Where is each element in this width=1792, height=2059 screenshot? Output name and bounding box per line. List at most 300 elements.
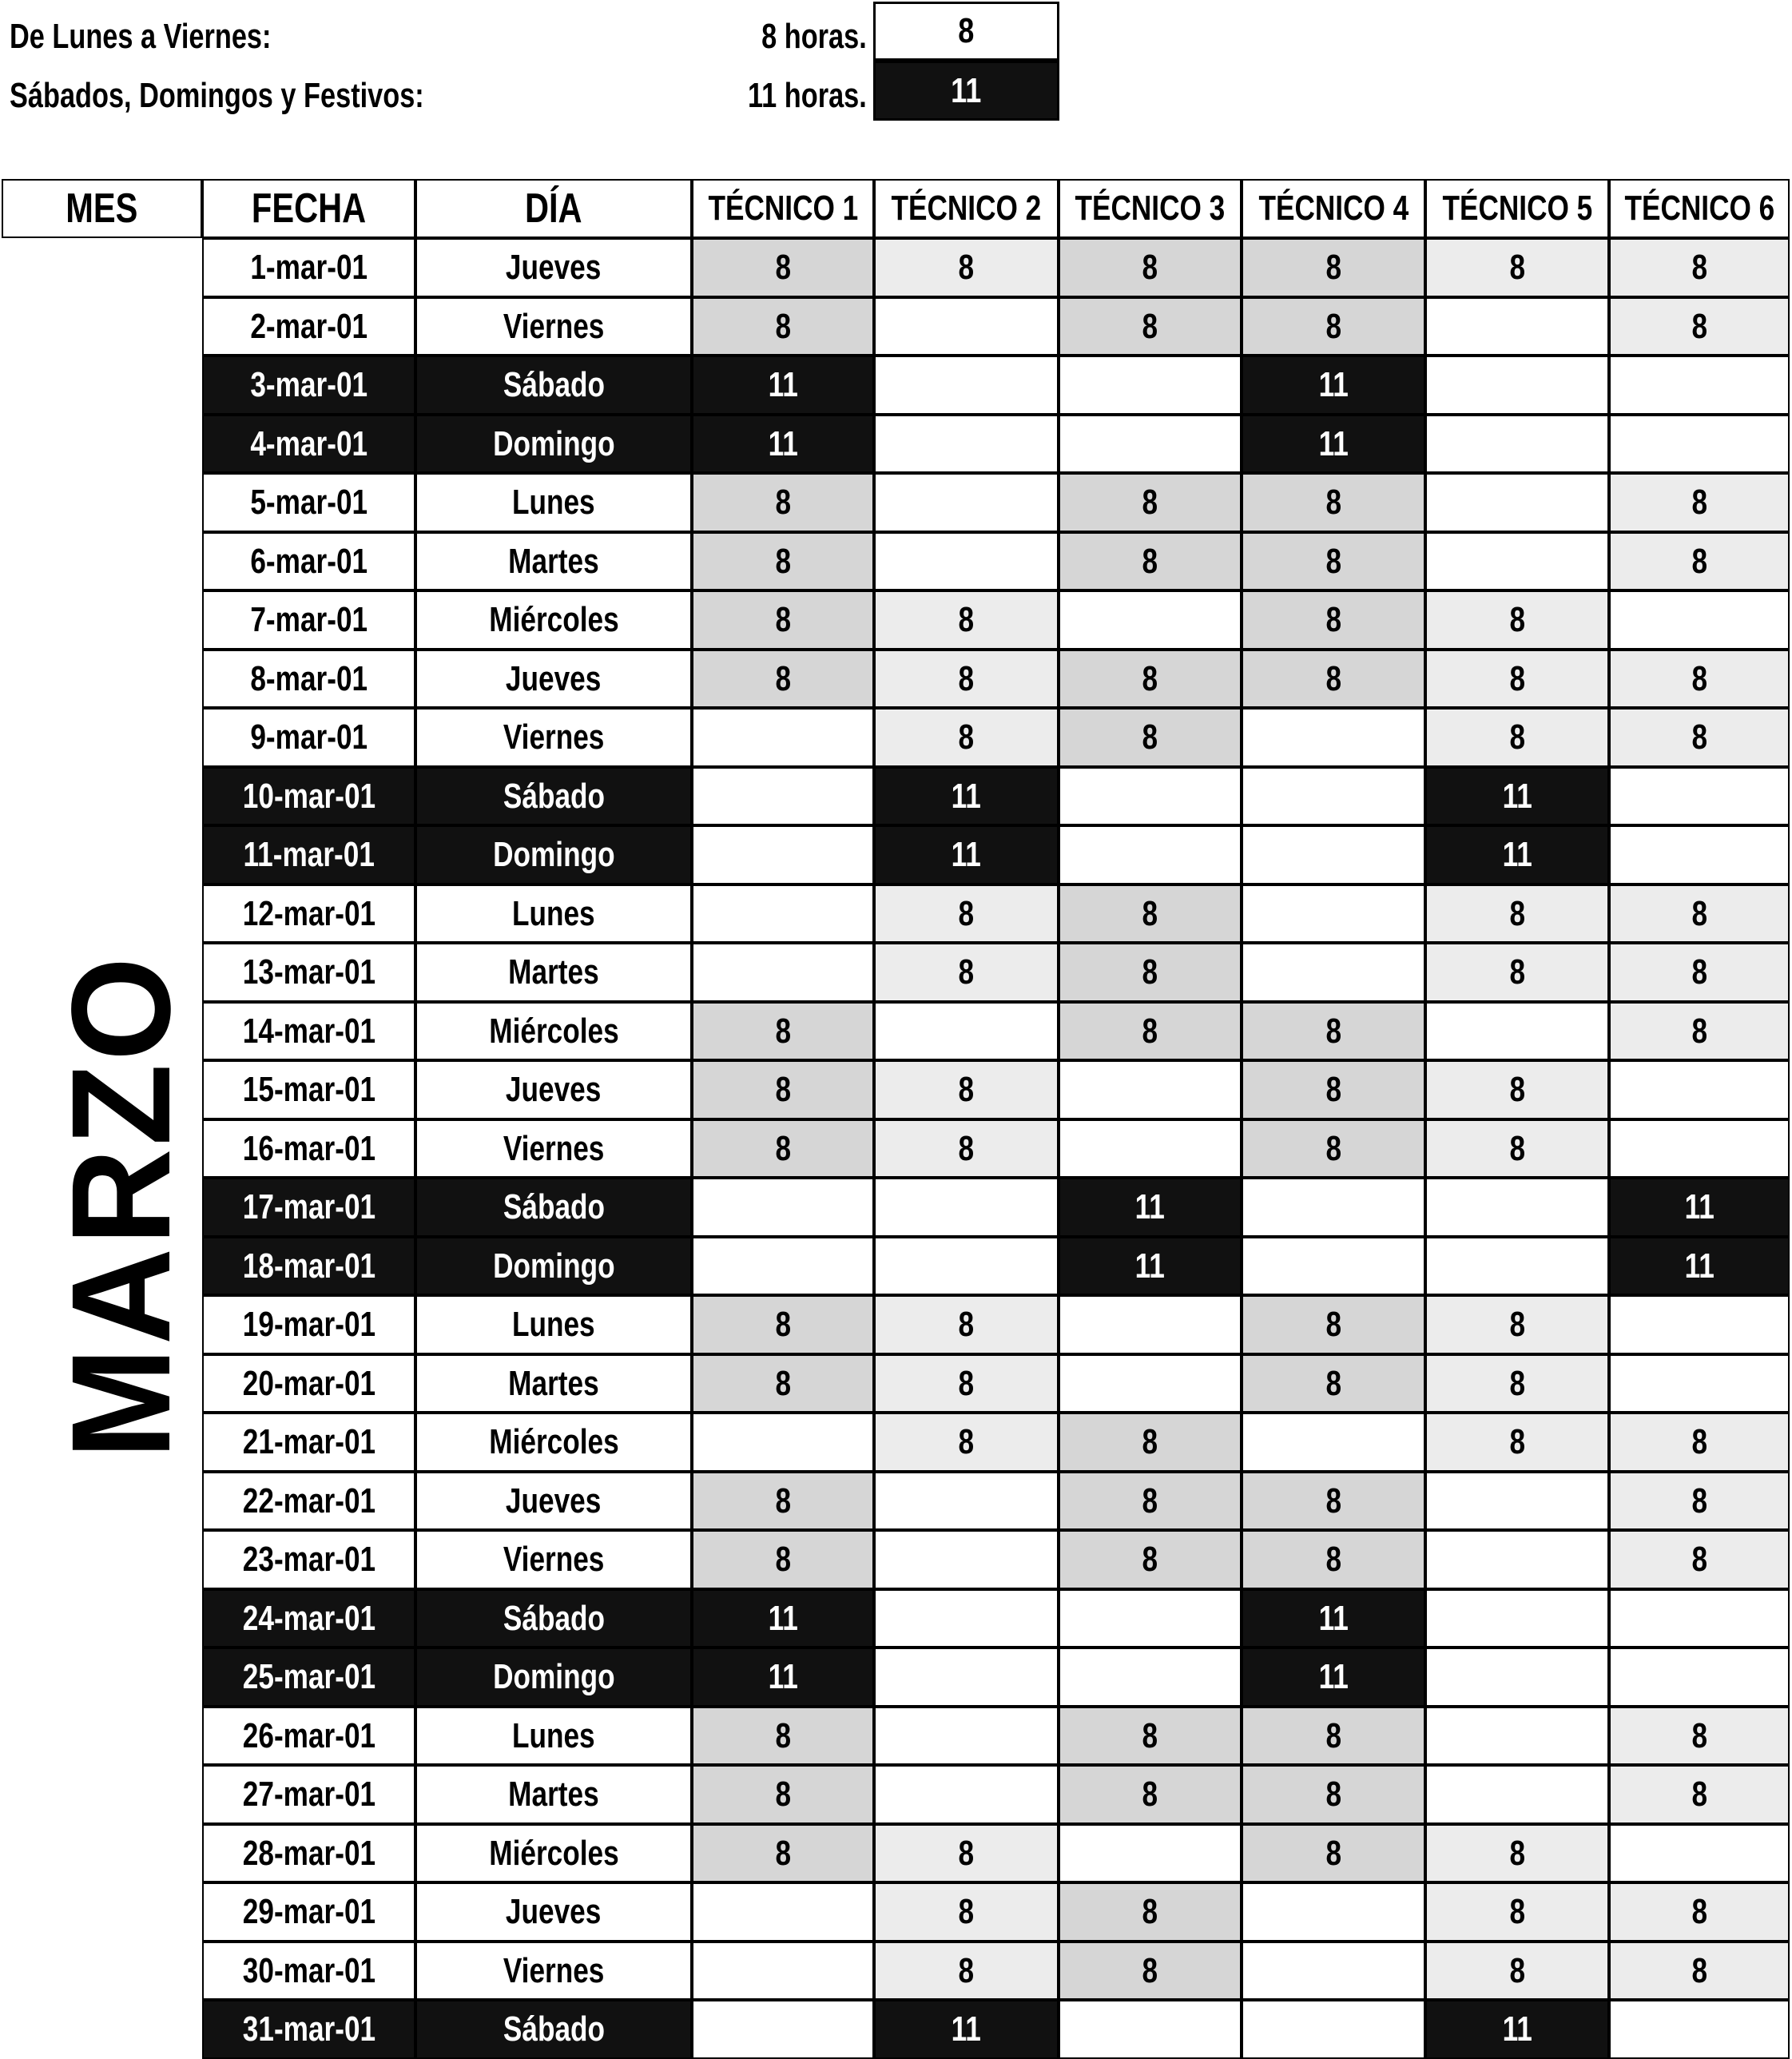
tecnico-6-hours-cell-text: 8 bbox=[1691, 1422, 1707, 1461]
fecha-cell bbox=[202, 1354, 415, 1413]
tecnico-4-hours-cell-text: 8 bbox=[1325, 1833, 1341, 1873]
tecnico-2-hours-cell-text: 8 bbox=[958, 1833, 975, 1873]
fecha-cell-text: 29-mar-01 bbox=[242, 1892, 375, 1931]
tecnico-4-hours-cell-text: 8 bbox=[1325, 306, 1341, 346]
dia-cell-text: Martes bbox=[508, 1363, 599, 1403]
fecha-cell bbox=[202, 1002, 415, 1060]
fecha-cell-text: 23-mar-01 bbox=[242, 1540, 375, 1579]
tecnico-3-hours-cell bbox=[1059, 1942, 1242, 2000]
dia-cell bbox=[415, 1002, 692, 1060]
tecnico-4-hours-cell bbox=[1242, 297, 1425, 356]
weekday-legend-value: 8 bbox=[958, 11, 975, 50]
weekday-legend-box bbox=[873, 2, 1059, 61]
dia-cell bbox=[415, 297, 692, 356]
tecnico-2-hours-cell bbox=[874, 1413, 1059, 1472]
dia-cell bbox=[415, 415, 692, 473]
tecnico-3-hours-cell bbox=[1059, 1178, 1242, 1237]
tecnico-2-hours-cell bbox=[874, 1707, 1059, 1765]
fecha-cell-text: 21-mar-01 bbox=[242, 1422, 375, 1461]
tecnico-3-hours-cell bbox=[1059, 1765, 1242, 1824]
tecnico-2-hours-cell bbox=[874, 590, 1059, 650]
header-dia-text: DÍA bbox=[525, 185, 582, 232]
dia-cell bbox=[415, 1237, 692, 1295]
tecnico-6-hours-cell bbox=[1609, 473, 1790, 532]
tecnico-6-hours-cell bbox=[1609, 356, 1790, 415]
tecnico-6-hours-cell bbox=[1609, 884, 1790, 943]
tecnico-3-hours-cell bbox=[1059, 1002, 1242, 1060]
tecnico-6-hours-cell bbox=[1609, 1354, 1790, 1413]
tecnico-3-hours-cell-text: 8 bbox=[1142, 893, 1158, 933]
fecha-cell bbox=[202, 1119, 415, 1178]
tecnico-5-hours-cell bbox=[1425, 943, 1609, 1002]
tecnico-6-hours-cell-text: 8 bbox=[1691, 1892, 1707, 1931]
tecnico-6-hours-cell bbox=[1609, 650, 1790, 708]
tecnico-6-hours-cell-text: 8 bbox=[1691, 1775, 1707, 1814]
tecnico-3-hours-cell-text: 8 bbox=[1142, 1950, 1158, 1990]
dia-cell bbox=[415, 1882, 692, 1942]
tecnico-4-hours-cell bbox=[1242, 2000, 1425, 2059]
tecnico-5-hours-cell bbox=[1425, 1002, 1609, 1060]
tecnico-1-hours-cell bbox=[692, 473, 874, 532]
tecnico-6-hours-cell bbox=[1609, 1765, 1790, 1824]
tecnico-4-hours-cell-text: 8 bbox=[1325, 1481, 1341, 1520]
tecnico-3-hours-cell bbox=[1059, 650, 1242, 708]
dia-cell-text: Domingo bbox=[492, 835, 615, 874]
dia-cell bbox=[415, 884, 692, 943]
dia-cell-text: Jueves bbox=[506, 1070, 602, 1109]
weekend-legend-box bbox=[873, 61, 1059, 121]
dia-cell-text: Miércoles bbox=[488, 1422, 619, 1461]
tecnico-2-hours-cell-text: 8 bbox=[958, 893, 975, 933]
tecnico-6-hours-cell-text: 8 bbox=[1691, 952, 1707, 992]
tecnico-5-hours-cell bbox=[1425, 1472, 1609, 1530]
tecnico-5-hours-cell bbox=[1425, 1589, 1609, 1648]
tecnico-4-hours-cell bbox=[1242, 1413, 1425, 1472]
fecha-cell-text: 27-mar-01 bbox=[242, 1775, 375, 1814]
tecnico-1-hours-cell bbox=[692, 1413, 874, 1472]
weekend-legend-value: 11 bbox=[951, 70, 982, 110]
month-label: MARZO bbox=[43, 954, 200, 1459]
tecnico-3-hours-cell bbox=[1059, 943, 1242, 1002]
tecnico-4-hours-cell bbox=[1242, 1178, 1425, 1237]
tecnico-5-hours-cell-text: 8 bbox=[1509, 893, 1525, 933]
tecnico-3-hours-cell bbox=[1059, 825, 1242, 884]
fecha-cell bbox=[202, 1413, 415, 1472]
tecnico-4-hours-cell bbox=[1242, 1002, 1425, 1060]
dia-cell-text: Martes bbox=[508, 541, 599, 581]
fecha-cell bbox=[202, 1942, 415, 2000]
fecha-cell-text: 2-mar-01 bbox=[250, 306, 368, 346]
tecnico-6-hours-cell-text: 8 bbox=[1691, 541, 1707, 581]
fecha-cell-text: 1-mar-01 bbox=[250, 248, 368, 287]
dia-cell-text: Martes bbox=[508, 1775, 599, 1814]
tecnico-1-hours-cell-text: 8 bbox=[775, 1128, 791, 1168]
tecnico-2-hours-cell bbox=[874, 238, 1059, 297]
tecnico-5-hours-cell bbox=[1425, 2000, 1609, 2059]
tecnico-1-hours-cell-text: 8 bbox=[775, 1070, 791, 1109]
fecha-cell-text: 30-mar-01 bbox=[242, 1950, 375, 1990]
tecnico-2-hours-cell bbox=[874, 356, 1059, 415]
header-tecnico-4-text: TÉCNICO 4 bbox=[1258, 189, 1409, 228]
fecha-cell-text: 8-mar-01 bbox=[250, 658, 368, 698]
tecnico-5-hours-cell-text: 8 bbox=[1509, 1833, 1525, 1873]
tecnico-6-hours-cell bbox=[1609, 1472, 1790, 1530]
fecha-cell bbox=[202, 473, 415, 532]
tecnico-3-hours-cell-text: 11 bbox=[1134, 1246, 1166, 1286]
tecnico-3-hours-cell-text: 8 bbox=[1142, 658, 1158, 698]
weekend-legend-label: Sábados, Domingos y Festivos: bbox=[10, 76, 424, 115]
tecnico-4-hours-cell-text: 8 bbox=[1325, 1363, 1341, 1403]
tecnico-3-hours-cell bbox=[1059, 415, 1242, 473]
tecnico-3-hours-cell-text: 8 bbox=[1142, 1775, 1158, 1814]
tecnico-4-hours-cell-text: 8 bbox=[1325, 1070, 1341, 1109]
tecnico-2-hours-cell bbox=[874, 473, 1059, 532]
fecha-cell-text: 26-mar-01 bbox=[242, 1715, 375, 1755]
dia-cell-text: Jueves bbox=[506, 248, 602, 287]
fecha-cell bbox=[202, 1765, 415, 1824]
tecnico-1-hours-cell-text: 8 bbox=[775, 1481, 791, 1520]
tecnico-2-hours-cell bbox=[874, 1060, 1059, 1119]
tecnico-4-hours-cell bbox=[1242, 884, 1425, 943]
tecnico-5-hours-cell bbox=[1425, 1942, 1609, 2000]
fecha-cell bbox=[202, 708, 415, 767]
fecha-cell bbox=[202, 1589, 415, 1648]
fecha-cell bbox=[202, 650, 415, 708]
tecnico-1-hours-cell-text: 8 bbox=[775, 1715, 791, 1755]
tecnico-1-hours-cell bbox=[692, 356, 874, 415]
tecnico-4-hours-cell bbox=[1242, 1472, 1425, 1530]
header-tecnico-4 bbox=[1242, 179, 1425, 238]
dia-cell bbox=[415, 1824, 692, 1882]
tecnico-2-hours-cell bbox=[874, 1178, 1059, 1237]
tecnico-6-hours-cell bbox=[1609, 1648, 1790, 1707]
tecnico-4-hours-cell bbox=[1242, 708, 1425, 767]
tecnico-4-hours-cell-text: 11 bbox=[1318, 1598, 1349, 1638]
tecnico-2-hours-cell-text: 8 bbox=[958, 1892, 975, 1931]
fecha-cell bbox=[202, 297, 415, 356]
tecnico-6-hours-cell bbox=[1609, 1002, 1790, 1060]
fecha-cell-text: 17-mar-01 bbox=[242, 1187, 375, 1226]
tecnico-4-hours-cell-text: 8 bbox=[1325, 248, 1341, 287]
tecnico-1-hours-cell bbox=[692, 532, 874, 590]
tecnico-5-hours-cell bbox=[1425, 532, 1609, 590]
tecnico-1-hours-cell bbox=[692, 238, 874, 297]
tecnico-1-hours-cell-text: 11 bbox=[768, 1598, 798, 1638]
fecha-cell-text: 22-mar-01 bbox=[242, 1481, 375, 1520]
tecnico-5-hours-cell-text: 8 bbox=[1509, 658, 1525, 698]
dia-cell-text: Viernes bbox=[503, 306, 605, 346]
tecnico-2-hours-cell bbox=[874, 943, 1059, 1002]
dia-cell-text: Martes bbox=[508, 952, 599, 992]
tecnico-3-hours-cell bbox=[1059, 1060, 1242, 1119]
tecnico-3-hours-cell-text: 8 bbox=[1142, 1011, 1158, 1051]
tecnico-4-hours-cell-text: 11 bbox=[1318, 365, 1349, 404]
dia-cell-text: Domingo bbox=[492, 1657, 615, 1696]
tecnico-3-hours-cell bbox=[1059, 1472, 1242, 1530]
tecnico-6-hours-cell bbox=[1609, 1060, 1790, 1119]
tecnico-6-hours-cell bbox=[1609, 1413, 1790, 1472]
header-tecnico-1 bbox=[692, 179, 874, 238]
tecnico-1-hours-cell bbox=[692, 825, 874, 884]
dia-cell bbox=[415, 943, 692, 1002]
tecnico-6-hours-cell bbox=[1609, 1824, 1790, 1882]
tecnico-5-hours-cell bbox=[1425, 415, 1609, 473]
fecha-cell bbox=[202, 1295, 415, 1354]
tecnico-2-hours-cell-text: 11 bbox=[951, 835, 982, 874]
tecnico-1-hours-cell-text: 8 bbox=[775, 658, 791, 698]
tecnico-2-hours-cell bbox=[874, 2000, 1059, 2059]
dia-cell bbox=[415, 1530, 692, 1589]
dia-cell-text: Miércoles bbox=[488, 600, 619, 639]
dia-cell-text: Jueves bbox=[506, 1481, 602, 1520]
tecnico-4-hours-cell bbox=[1242, 238, 1425, 297]
tecnico-2-hours-cell-text: 8 bbox=[958, 1422, 975, 1461]
tecnico-3-hours-cell bbox=[1059, 708, 1242, 767]
tecnico-1-hours-cell bbox=[692, 1942, 874, 2000]
tecnico-3-hours-cell bbox=[1059, 1648, 1242, 1707]
fecha-cell bbox=[202, 238, 415, 297]
tecnico-5-hours-cell bbox=[1425, 473, 1609, 532]
tecnico-1-hours-cell-text: 8 bbox=[775, 1011, 791, 1051]
tecnico-2-hours-cell bbox=[874, 1472, 1059, 1530]
dia-cell-text: Viernes bbox=[503, 717, 605, 757]
tecnico-5-hours-cell bbox=[1425, 825, 1609, 884]
tecnico-2-hours-cell-text: 8 bbox=[958, 1128, 975, 1168]
dia-cell bbox=[415, 238, 692, 297]
tecnico-6-hours-cell bbox=[1609, 297, 1790, 356]
weekday-hours-text: 8 horas. bbox=[761, 17, 867, 56]
tecnico-6-hours-cell bbox=[1609, 1530, 1790, 1589]
tecnico-3-hours-cell bbox=[1059, 1354, 1242, 1413]
header-tecnico-2 bbox=[874, 179, 1059, 238]
fecha-cell-text: 12-mar-01 bbox=[242, 893, 375, 933]
fecha-cell-text: 16-mar-01 bbox=[242, 1128, 375, 1168]
tecnico-4-hours-cell bbox=[1242, 650, 1425, 708]
tecnico-5-hours-cell-text: 8 bbox=[1509, 1950, 1525, 1990]
tecnico-5-hours-cell-text: 8 bbox=[1509, 600, 1525, 639]
tecnico-2-hours-cell bbox=[874, 650, 1059, 708]
tecnico-1-hours-cell-text: 8 bbox=[775, 541, 791, 581]
tecnico-4-hours-cell bbox=[1242, 825, 1425, 884]
dia-cell-text: Sábado bbox=[503, 365, 605, 404]
tecnico-6-hours-cell-text: 8 bbox=[1691, 248, 1707, 287]
tecnico-5-hours-cell-text: 8 bbox=[1509, 1363, 1525, 1403]
tecnico-4-hours-cell bbox=[1242, 1530, 1425, 1589]
fecha-cell-text: 5-mar-01 bbox=[250, 483, 368, 522]
tecnico-3-hours-cell-text: 8 bbox=[1142, 306, 1158, 346]
tecnico-5-hours-cell bbox=[1425, 238, 1609, 297]
tecnico-6-hours-cell bbox=[1609, 825, 1790, 884]
fecha-cell-text: 3-mar-01 bbox=[250, 365, 368, 404]
tecnico-3-hours-cell-text: 8 bbox=[1142, 1481, 1158, 1520]
tecnico-6-hours-cell-text: 11 bbox=[1684, 1187, 1715, 1226]
fecha-cell-text: 10-mar-01 bbox=[242, 776, 375, 816]
tecnico-1-hours-cell bbox=[692, 1060, 874, 1119]
tecnico-4-hours-cell-text: 8 bbox=[1325, 541, 1341, 581]
tecnico-5-hours-cell bbox=[1425, 1882, 1609, 1942]
tecnico-3-hours-cell-text: 8 bbox=[1142, 952, 1158, 992]
tecnico-6-hours-cell bbox=[1609, 943, 1790, 1002]
tecnico-2-hours-cell-text: 8 bbox=[958, 1363, 975, 1403]
fecha-cell bbox=[202, 825, 415, 884]
dia-cell-text: Sábado bbox=[503, 1187, 605, 1226]
tecnico-6-hours-cell bbox=[1609, 1178, 1790, 1237]
tecnico-1-hours-cell bbox=[692, 1178, 874, 1237]
tecnico-6-hours-cell-text: 11 bbox=[1684, 1246, 1715, 1286]
tecnico-1-hours-cell-text: 8 bbox=[775, 1363, 791, 1403]
fecha-cell bbox=[202, 1707, 415, 1765]
fecha-cell-text: 11-mar-01 bbox=[243, 835, 375, 874]
tecnico-6-hours-cell-text: 8 bbox=[1691, 1950, 1707, 1990]
tecnico-3-hours-cell-text: 8 bbox=[1142, 248, 1158, 287]
tecnico-6-hours-cell-text: 8 bbox=[1691, 1011, 1707, 1051]
tecnico-2-hours-cell bbox=[874, 1824, 1059, 1882]
tecnico-2-hours-cell bbox=[874, 1295, 1059, 1354]
fecha-cell bbox=[202, 356, 415, 415]
tecnico-3-hours-cell bbox=[1059, 884, 1242, 943]
tecnico-1-hours-cell-text: 8 bbox=[775, 600, 791, 639]
tecnico-4-hours-cell-text: 8 bbox=[1325, 483, 1341, 522]
header-tecnico-2-text: TÉCNICO 2 bbox=[891, 189, 1042, 228]
fecha-cell-text: 6-mar-01 bbox=[250, 541, 368, 581]
tecnico-5-hours-cell bbox=[1425, 356, 1609, 415]
fecha-cell-text: 31-mar-01 bbox=[242, 2009, 375, 2049]
tecnico-4-hours-cell bbox=[1242, 1354, 1425, 1413]
tecnico-4-hours-cell bbox=[1242, 1765, 1425, 1824]
tecnico-5-hours-cell-text: 8 bbox=[1509, 952, 1525, 992]
fecha-cell bbox=[202, 2000, 415, 2059]
tecnico-6-hours-cell-text: 8 bbox=[1691, 1481, 1707, 1520]
fecha-cell bbox=[202, 1237, 415, 1295]
header-tecnico-5 bbox=[1425, 179, 1609, 238]
fecha-cell-text: 24-mar-01 bbox=[242, 1598, 375, 1638]
header-tecnico-6-text: TÉCNICO 6 bbox=[1624, 189, 1774, 228]
tecnico-4-hours-cell bbox=[1242, 356, 1425, 415]
tecnico-3-hours-cell-text: 8 bbox=[1142, 541, 1158, 581]
fecha-cell bbox=[202, 415, 415, 473]
dia-cell-text: Sábado bbox=[503, 2009, 605, 2049]
tecnico-6-hours-cell-text: 8 bbox=[1691, 483, 1707, 522]
tecnico-1-hours-cell bbox=[692, 590, 874, 650]
header-mes bbox=[2, 179, 202, 238]
dia-cell-text: Viernes bbox=[503, 1128, 605, 1168]
tecnico-2-hours-cell-text: 8 bbox=[958, 1305, 975, 1344]
tecnico-6-hours-cell bbox=[1609, 590, 1790, 650]
tecnico-1-hours-cell-text: 8 bbox=[775, 248, 791, 287]
tecnico-5-hours-cell bbox=[1425, 1530, 1609, 1589]
fecha-cell-text: 14-mar-01 bbox=[242, 1011, 375, 1051]
dia-cell-text: Miércoles bbox=[488, 1833, 619, 1873]
tecnico-4-hours-cell bbox=[1242, 532, 1425, 590]
tecnico-4-hours-cell bbox=[1242, 1237, 1425, 1295]
tecnico-1-hours-cell bbox=[692, 1472, 874, 1530]
tecnico-3-hours-cell bbox=[1059, 2000, 1242, 2059]
tecnico-6-hours-cell bbox=[1609, 415, 1790, 473]
tecnico-3-hours-cell-text: 8 bbox=[1142, 1892, 1158, 1931]
tecnico-5-hours-cell bbox=[1425, 1119, 1609, 1178]
tecnico-4-hours-cell bbox=[1242, 1882, 1425, 1942]
tecnico-3-hours-cell-text: 8 bbox=[1142, 1715, 1158, 1755]
fecha-cell-text: 13-mar-01 bbox=[242, 952, 375, 992]
tecnico-4-hours-cell-text: 8 bbox=[1325, 1775, 1341, 1814]
tecnico-2-hours-cell bbox=[874, 1354, 1059, 1413]
tecnico-5-hours-cell bbox=[1425, 1295, 1609, 1354]
tecnico-1-hours-cell bbox=[692, 1589, 874, 1648]
tecnico-2-hours-cell bbox=[874, 1942, 1059, 2000]
tecnico-4-hours-cell bbox=[1242, 1824, 1425, 1882]
tecnico-2-hours-cell bbox=[874, 1237, 1059, 1295]
tecnico-4-hours-cell-text: 8 bbox=[1325, 1540, 1341, 1579]
tecnico-4-hours-cell-text: 11 bbox=[1318, 1657, 1349, 1696]
tecnico-2-hours-cell bbox=[874, 1119, 1059, 1178]
dia-cell bbox=[415, 356, 692, 415]
tecnico-4-hours-cell bbox=[1242, 415, 1425, 473]
tecnico-1-hours-cell bbox=[692, 1765, 874, 1824]
tecnico-5-hours-cell bbox=[1425, 590, 1609, 650]
fecha-cell bbox=[202, 1824, 415, 1882]
tecnico-6-hours-cell bbox=[1609, 767, 1790, 825]
tecnico-3-hours-cell bbox=[1059, 1295, 1242, 1354]
tecnico-1-hours-cell bbox=[692, 1882, 874, 1942]
tecnico-4-hours-cell bbox=[1242, 1119, 1425, 1178]
fecha-cell bbox=[202, 884, 415, 943]
tecnico-3-hours-cell bbox=[1059, 1707, 1242, 1765]
tecnico-2-hours-cell-text: 8 bbox=[958, 717, 975, 757]
dia-cell bbox=[415, 590, 692, 650]
tecnico-5-hours-cell bbox=[1425, 1060, 1609, 1119]
tecnico-4-hours-cell bbox=[1242, 767, 1425, 825]
dia-cell-text: Domingo bbox=[492, 423, 615, 463]
dia-cell-text: Lunes bbox=[512, 1305, 595, 1344]
tecnico-3-hours-cell bbox=[1059, 1589, 1242, 1648]
header-fecha bbox=[202, 179, 415, 238]
tecnico-3-hours-cell bbox=[1059, 1237, 1242, 1295]
dia-cell bbox=[415, 1648, 692, 1707]
tecnico-3-hours-cell bbox=[1059, 238, 1242, 297]
tecnico-6-hours-cell-text: 8 bbox=[1691, 658, 1707, 698]
dia-cell bbox=[415, 708, 692, 767]
fecha-cell-text: 7-mar-01 bbox=[250, 600, 368, 639]
fecha-cell bbox=[202, 532, 415, 590]
dia-cell-text: Miércoles bbox=[488, 1011, 619, 1051]
tecnico-6-hours-cell bbox=[1609, 1119, 1790, 1178]
fecha-cell-text: 4-mar-01 bbox=[250, 423, 368, 463]
dia-cell bbox=[415, 825, 692, 884]
dia-cell-text: Lunes bbox=[512, 483, 595, 522]
tecnico-5-hours-cell-text: 8 bbox=[1509, 717, 1525, 757]
tecnico-4-hours-cell-text: 8 bbox=[1325, 658, 1341, 698]
tecnico-2-hours-cell bbox=[874, 884, 1059, 943]
tecnico-3-hours-cell bbox=[1059, 590, 1242, 650]
tecnico-6-hours-cell bbox=[1609, 1589, 1790, 1648]
tecnico-1-hours-cell-text: 11 bbox=[768, 1657, 798, 1696]
tecnico-1-hours-cell-text: 8 bbox=[775, 306, 791, 346]
tecnico-4-hours-cell bbox=[1242, 473, 1425, 532]
fecha-cell-text: 19-mar-01 bbox=[242, 1305, 375, 1344]
header-mes-text: MES bbox=[66, 185, 138, 232]
tecnico-6-hours-cell bbox=[1609, 2000, 1790, 2059]
tecnico-5-hours-cell bbox=[1425, 297, 1609, 356]
fecha-cell-text: 20-mar-01 bbox=[242, 1363, 375, 1403]
tecnico-4-hours-cell bbox=[1242, 590, 1425, 650]
tecnico-3-hours-cell-text: 8 bbox=[1142, 1540, 1158, 1579]
tecnico-5-hours-cell bbox=[1425, 1178, 1609, 1237]
fecha-cell bbox=[202, 1648, 415, 1707]
fecha-cell-text: 9-mar-01 bbox=[250, 717, 368, 757]
header-tecnico-1-text: TÉCNICO 1 bbox=[708, 189, 858, 228]
tecnico-6-hours-cell-text: 8 bbox=[1691, 1540, 1707, 1579]
fecha-cell bbox=[202, 943, 415, 1002]
